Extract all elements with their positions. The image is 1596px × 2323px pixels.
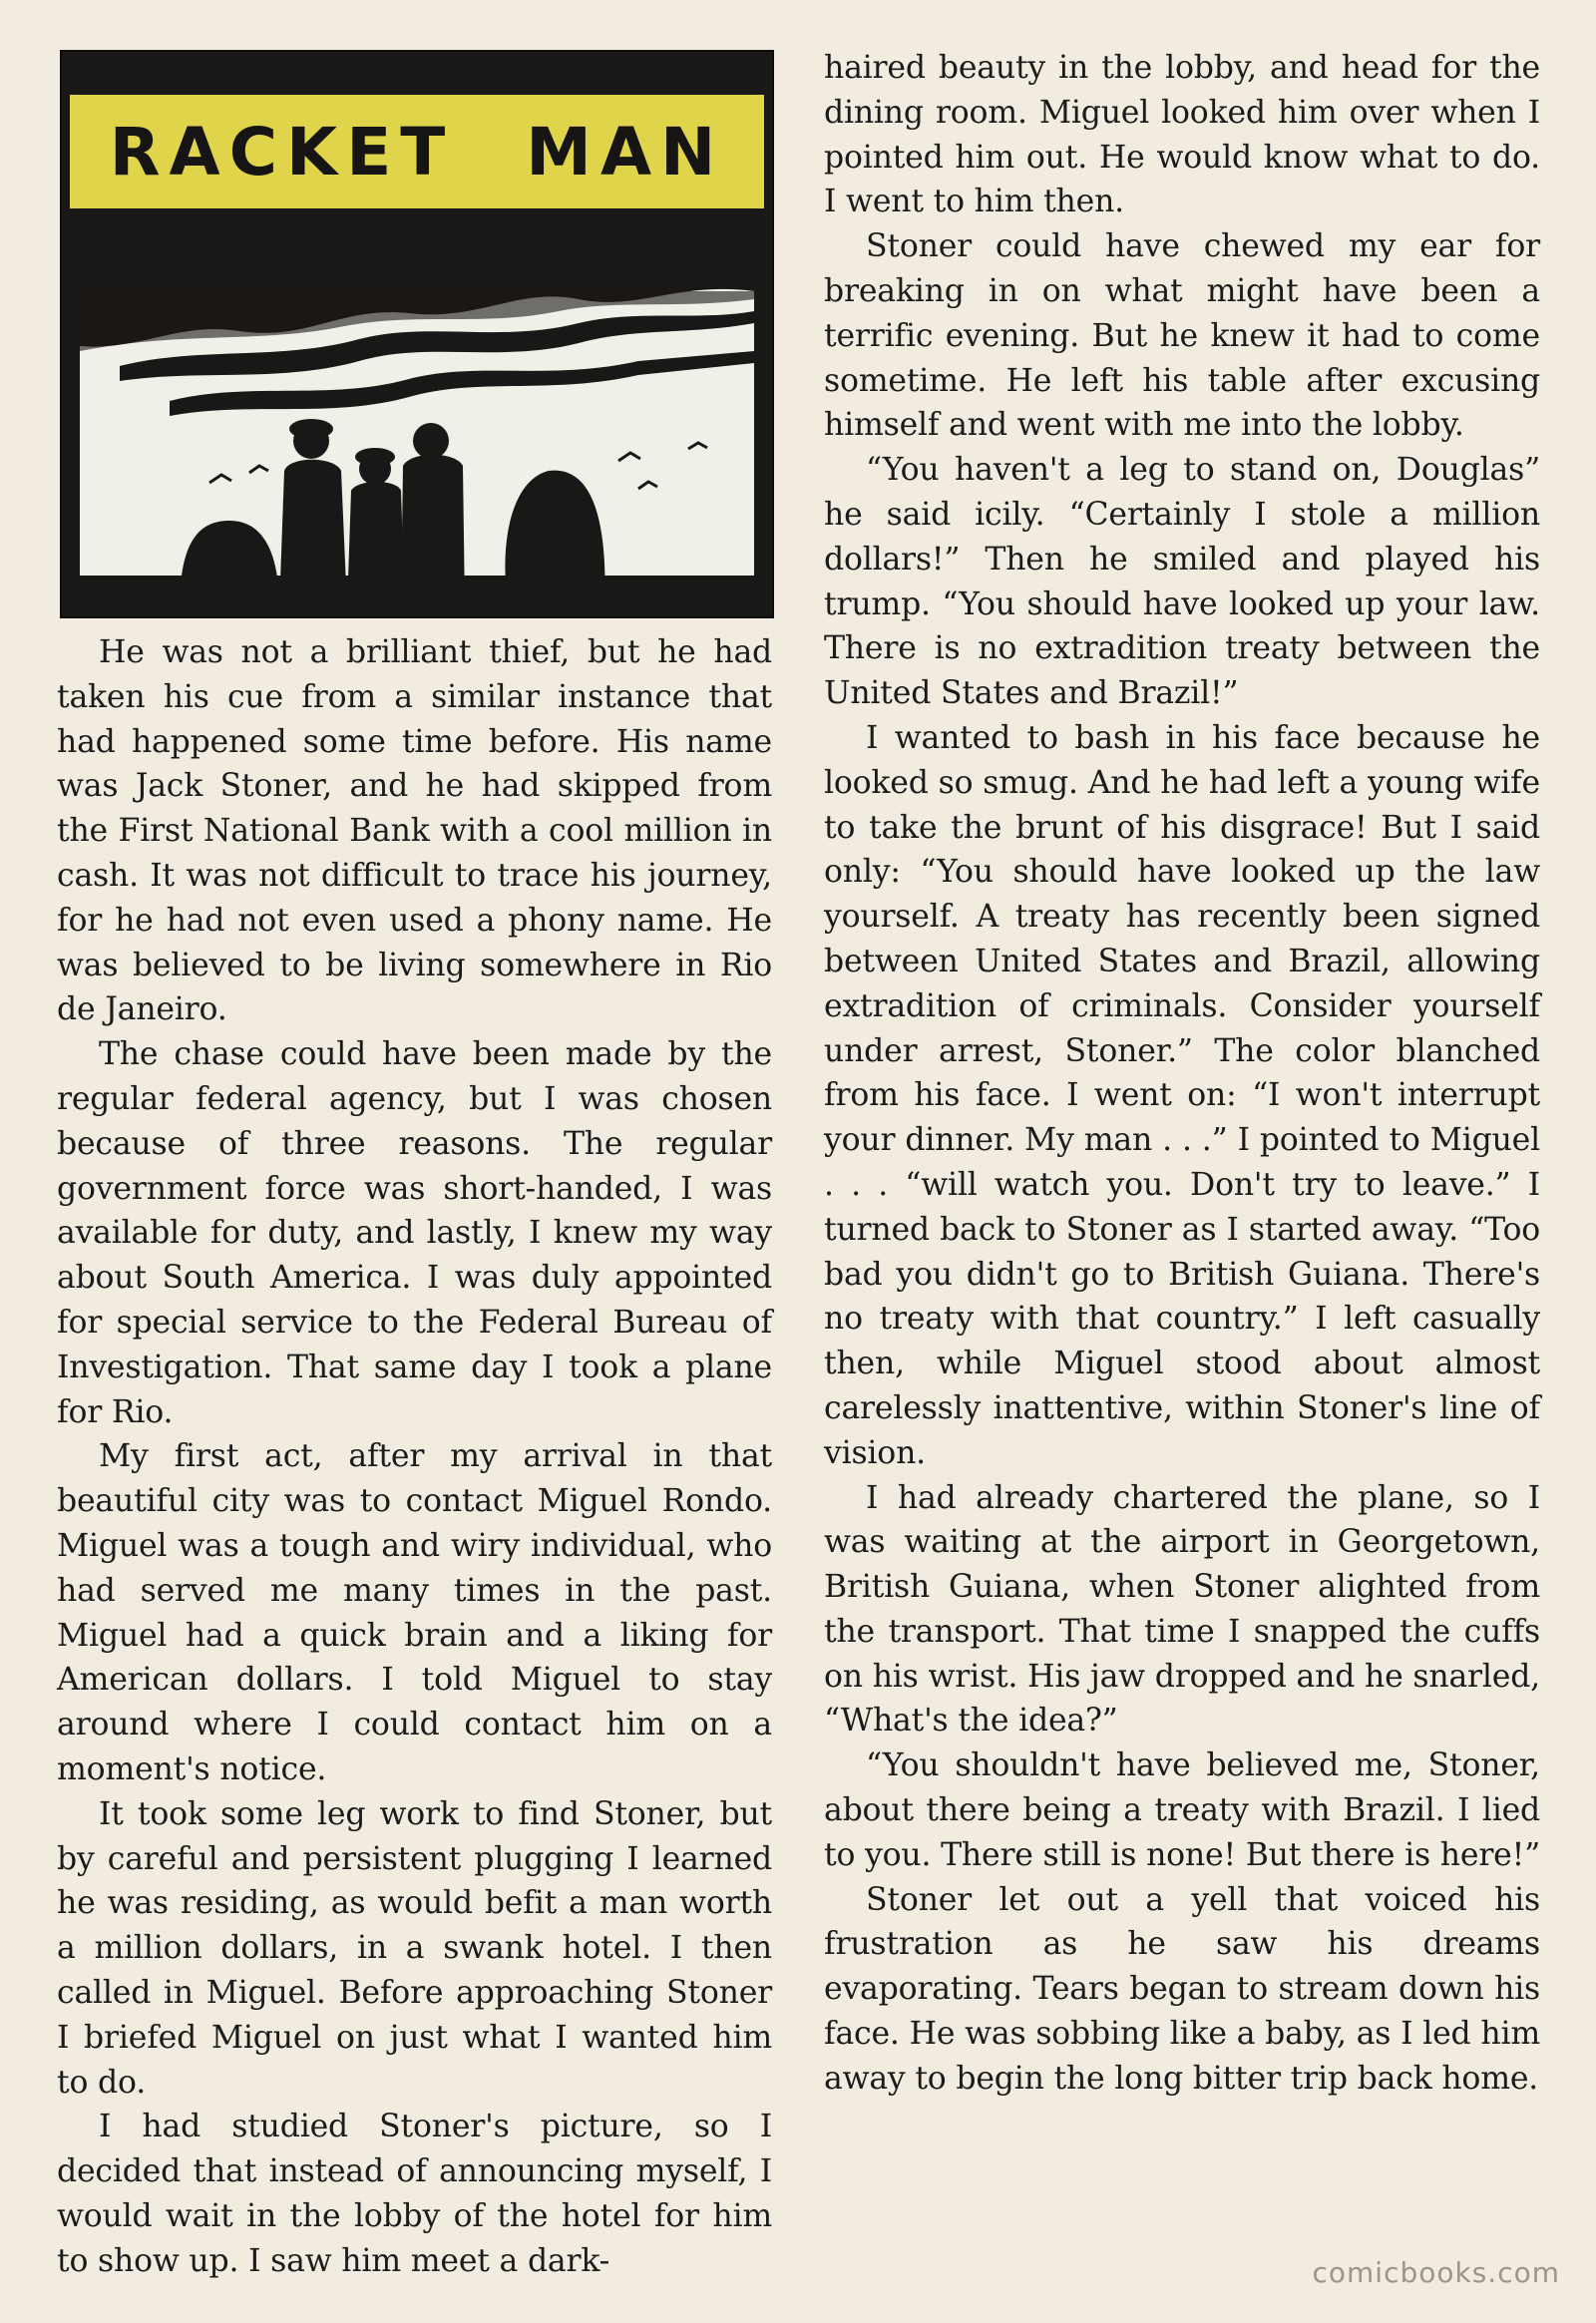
paragraph: It took some leg work to find Stoner, but by careful and persistent plugging I learned he was residing, as would befit a man worth a million dollars, in a swank hotel. I then called in Miguel. Before approaching Stoner I briefed Miguel on just what I wanted him to do. — [57, 1795, 772, 2101]
paragraph: The chase could have been made by the regular federal agency, but I was chosen because of three reasons. The regular government force was short-handed, I was available for duty, and lastly, I knew my way about South America. I was duly appointed for special service to the Federal Bureau of Investigation. That same day I took a plane for Rio. — [57, 1036, 772, 1430]
story-title: RACKET MAN — [109, 113, 725, 191]
paragraph: I wanted to bash in his face because he looked so smug. And he had left a young wife to take the brunt of his disgrace! But I said only: “You should have looked up the law yourself. A treaty has recently been signed between United States and Brazil, allowing extradition of criminals. Consider yourself under arrest, Stoner.” The color blanched from his face. I went on: “I won't interrupt your dinner. My man . . .” I pointed to Miguel . . . “will watch you. Don't try to leave.” I turned back to Stoner as I started away. “Too bad you didn't go to British Guiana. There's no treaty with that country.” I left casually then, while Miguel stood about almost carelessly inattentive, within Stoner's line of vision. — [824, 719, 1540, 1471]
watermark: comicbooks.com — [1312, 2256, 1560, 2289]
left-column — [57, 630, 772, 2283]
right-column — [824, 46, 1540, 2102]
paragraph: “You haven't a leg to stand on, Douglas” he said icily. “Certainly I stole a million dollars!” Then he smiled and played his trump. “You should have looked up your law. There is no extradition treaty between the United States and Brazil!” — [824, 452, 1540, 712]
paragraph: haired beauty in the lobby, and head for the dining room. Miguel looked him over when I pointed him out. He would know what to do. I went to him then. — [824, 50, 1540, 220]
figure-silhouettes — [80, 419, 754, 608]
paragraph: “You shouldn't have believed me, Stoner, about there being a treaty with Brazil. I lied to you. There still is none! But there is here!” — [824, 1747, 1540, 1873]
silhouette-illustration — [80, 251, 754, 608]
title-panel — [60, 50, 774, 618]
paragraph: My first act, after my arrival in that beautiful city was to contact Miguel Rondo. Miguel was a tough and wiry individual, who had served me many times in the past. Miguel had a quick brain and a liking for American dollars. I told Miguel to stay around where I could contact him on a moment's notice. — [57, 1438, 772, 1787]
paragraph: I had already chartered the plane, so I was waiting at the airport in Georgetown, British Guiana, when Stoner alighted from the transport. That time I snapped the cuffs on his wrist. His jaw dropped and he snarled, “What's the idea?” — [824, 1479, 1540, 1740]
paragraph: He was not a brilliant thief, but he had taken his cue from a similar instance that had happened some time before. His name was Jack Stoner, and he had skipped from the First National Bank with a cool million in cash. It was not difficult to trace his journey, for he had not even used a phony name. He was believed to be living somewhere in Rio de Janeiro. — [57, 634, 772, 1028]
paragraph: Stoner let out a yell that voiced his frustration as he saw his dreams evaporating. Tears began to stream down his face. He was sobbing like a baby, as I led him away to begin the long bitter trip back home. — [824, 1881, 1540, 2097]
storm-clouds — [80, 251, 754, 416]
title-banner — [70, 95, 764, 208]
paragraph: I had studied Stoner's picture, so I decided that instead of announcing myself, I would wait in the lobby of the hotel for him to show up. I saw him meet a dark- — [57, 2109, 772, 2279]
paragraph: Stoner could have chewed my ear for breaking in on what might have been a terrific evening. But he knew it had to come sometime. He left his table after excusing himself and went with me into the lobby. — [824, 228, 1540, 444]
